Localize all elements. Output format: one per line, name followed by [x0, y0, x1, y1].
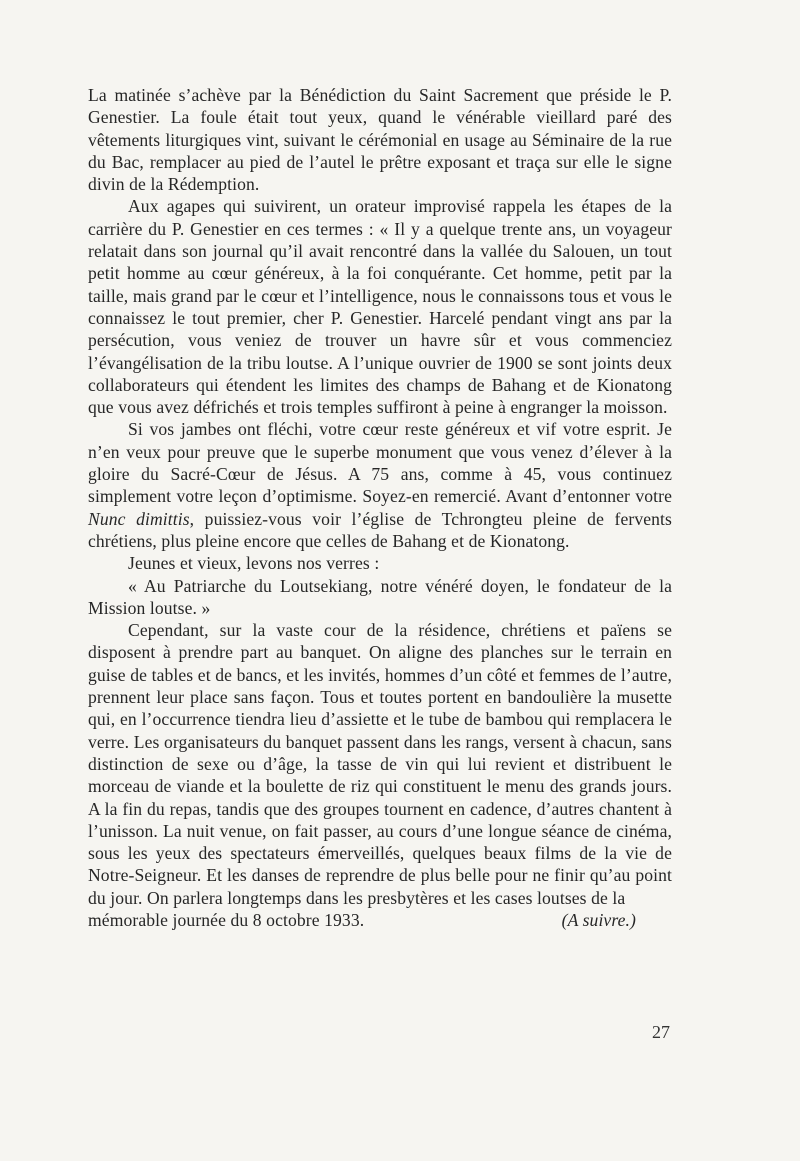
praise-text-start: Si vos jambes ont fléchi, votre cœur reste généreux et vif votre esprit. Je n’en veux pour preuve que le superbe monument que vous venez d’élever à la gloire du Sacré-Cœur de Jésus. A 75 ans, comme à 45, vous continuez simplement votre leçon d’optimisme. Soyez-en remercié. Avant d’entonner votre	[88, 419, 672, 507]
paragraph-praise	[88, 418, 672, 552]
closing-line	[88, 909, 672, 931]
paragraph-toast-intro: Jeunes et vieux, levons nos verres :	[128, 553, 380, 574]
paragraph-banquet	[88, 619, 672, 909]
paragraph-speech: Aux agapes qui suivirent, un orateur improvisé rappela les étapes de la carrière du P. Genestier en ces termes : « Il y a quelque trente ans, un voyageur relatait dans son journal qu’il avait rencontré dans la vallée du Salouen, un tout petit homme au cœur généreux, à la foi conquérante. Cet homme, petit par la taille, mais grand par le cœur et l’intelligence, nous le connaissons tous et vous le connaissez le tout premier, cher P. Genestier. Harcelé pendant vingt ans par la persécution, vous veniez de trouver un havre sûr et vous commenciez l’évangélisation de la tribu loutse. A l’unique ouvrier de 1900 se sont joints deux collaborateurs qui étendent les limites des champs de Bahang et de Kionatong que vous avez défrichés et trois temples suffiront à peine à engranger la moisson.	[88, 196, 672, 418]
article-body	[88, 84, 672, 931]
closing-text: mémorable journée du 8 octobre 1933.	[88, 909, 365, 930]
paragraph-benediction: La matinée s’achève par la Bénédiction du Saint Sacrement que préside le P. Genestier. La foule était tout yeux, quand le vénérable vieillard paré des vêtements liturgiques vint, suivant le cérémonial en usage au Séminaire de la rue du Bac, remplacer au pied de l’autel le prêtre exposant et traça sur elle le signe divin de la Rédemption.	[88, 85, 672, 195]
banquet-text: Cependant, sur la vaste cour de la résidence, chrétiens et païens se disposent à prendre part au banquet. On aligne des planches sur le terrain en guise de tables et de bancs, et les invités, hommes d’un côté et femmes de l’autre, prennent leur place sans façon. Tous et toutes portent en bandoulière la musette qui, en l’occurrence tiendra lieu d’assiette et le tube de bambou qui remplacera le verre. Les organisateurs du banquet passent dans les rangs, versent à chacun, sans distinction de sexe ou d’âge, la tasse de vin qui lui revient et distribuent le morceau de viande et la boulette de riz qui constituent le menu des grands jours. A la fin du repas, tandis que des groupes tournent en cadence, d’autres chantent à l’unisson. La nuit venue, on fait passer, au cours d’une longue séance de cinéma, sous les yeux des spectateurs émerveillés, quelques beaux films de la vie de Notre-Seigneur. Et les danses de reprendre de plus belle pour ne finir qu’au point du jour. On parlera longtemps dans les presbytères et les cases loutses de la	[88, 620, 672, 908]
to-be-continued: (A suivre.)	[561, 909, 636, 930]
praise-italic-phrase: Nunc dimittis	[88, 508, 190, 529]
paragraph-toast: « Au Patriarche du Loutsekiang, notre vénéré doyen, le fondateur de la Mission loutse. »	[88, 575, 672, 618]
page-number: 27	[652, 1022, 670, 1042]
praise-text-end: , puissiez-vous voir l’église de Tchrongteu pleine de fervents chrétiens, plus pleine encore que celles de Bahang et de Kionatong.	[88, 508, 672, 551]
